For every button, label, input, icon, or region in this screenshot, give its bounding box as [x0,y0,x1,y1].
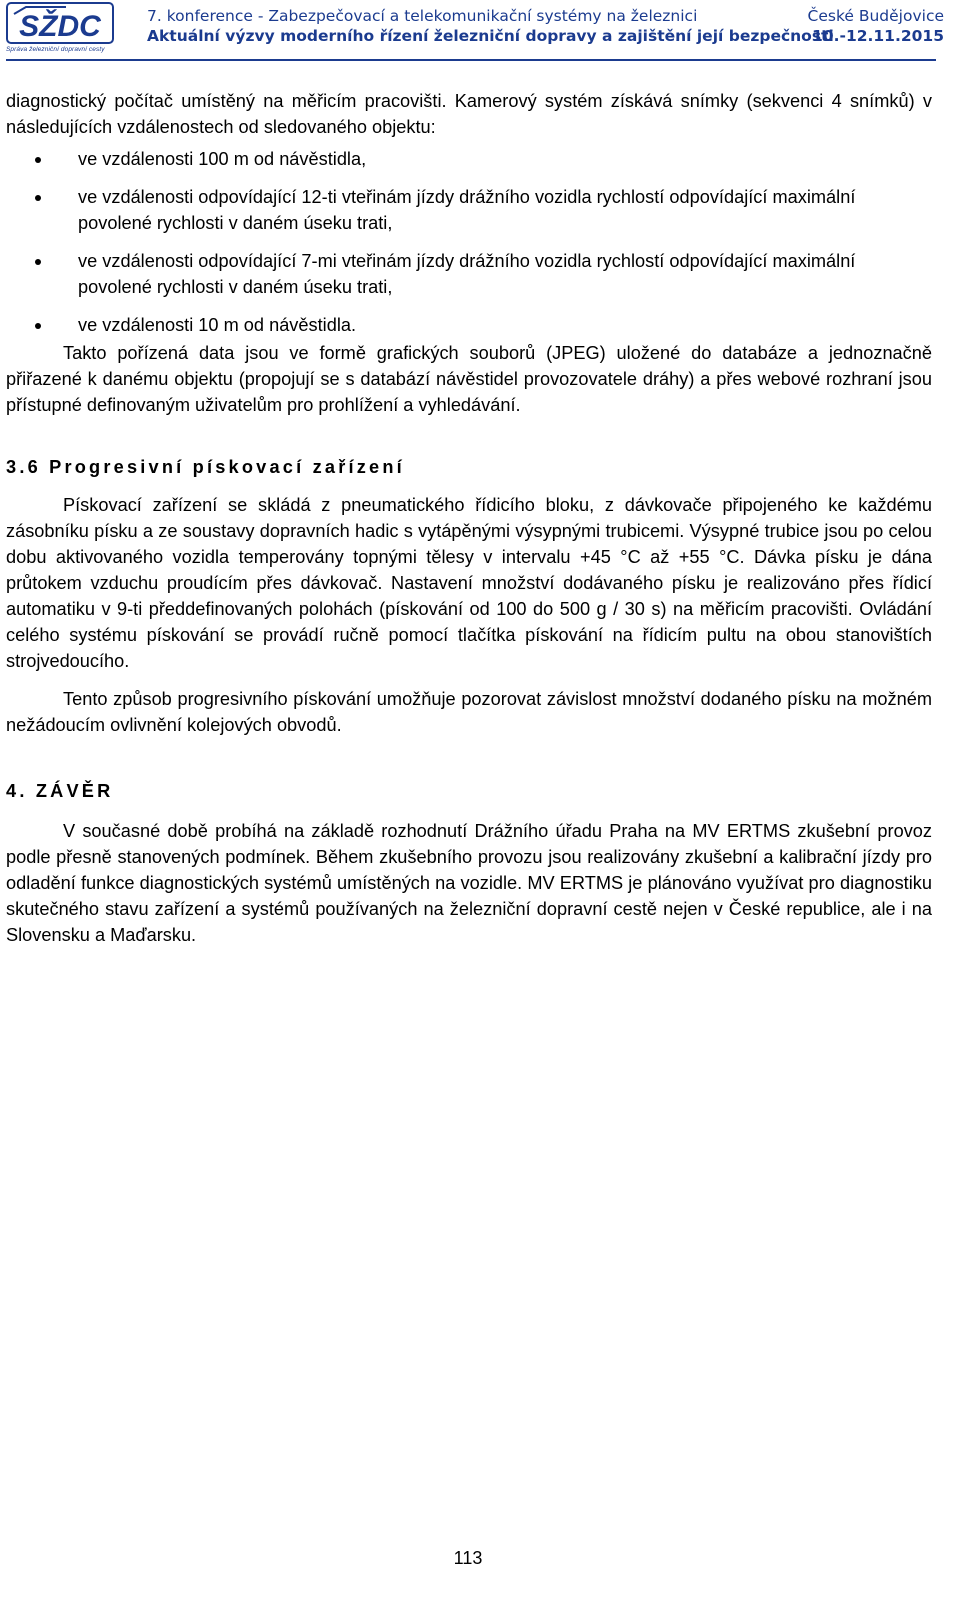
sanding-paragraph-2: Tento způsob progresivního pískování umožňuje pozorovat závislost množství dodaného písku na možném nežádoucím ovlivnění kolejových obvodů. [6,689,932,735]
logo-tagline: Správa železniční dopravní cesty [6,46,105,53]
list-item: ve vzdálenosti 100 m od návěstidla, [6,146,932,172]
logo-text: SŽDC [19,10,101,43]
sanding-paragraph-1: Pískovací zařízení se skládá z pneumatického řídicího bloku, z dávkovače připojeného ke každému zásobníku písku a ze soustavy dopravních hadic s vytápěnými výsypnými trubicemi. Výsypné trubice jsou po celou dobu aktivovaného vozidla temperovány topnými tělesy v intervalu +45 °C až +55 °C. Dávka písku je dána průtokem vzduchu proudícím přes dávkovač. Nastavení množství dodávaného písku je realizováno přes řídicí automatiku v 9-ti předdefinovaných polohách (pískování od 100 do 500 g / 30 s) na měřicím pracovišti. Ovládání celého systému pískování se provádí ručně pomocí tlačítka pískování na řídicím pultu na obou stanovištích strojvedoucího. [6,495,932,671]
list-item: ve vzdálenosti odpovídající 7-mi vteřinám jízdy drážního vozidla rychlostí odpovídající maximální povolené rychlosti v daném úseku trati, [6,248,932,300]
conference-line-1: 7. konference - Zabezpečovací a telekomunikační systémy na železnici [147,7,698,25]
conference-title [147,6,834,46]
header-rule [6,59,936,61]
section-3-6-heading: 3.6 Progresivní pískovací zařízení [6,457,405,477]
conference-place-date [808,6,944,46]
page-body [6,88,932,948]
section-4-heading: 4. ZÁVĚR [6,781,114,801]
bullet-icon [35,323,41,329]
intro-paragraph: diagnostický počítač umístěný na měřicím pracovišti. Kamerový systém získává snímky (sekvenci 4 snímků) v následujících vzdálenostech od sledovaného objektu: [6,91,932,137]
conference-dates: 10.-12.11.2015 [812,27,944,45]
distance-list [6,146,932,338]
bullet-icon [35,259,41,265]
page-header [0,0,960,60]
bullet-icon [35,157,41,163]
data-paragraph: Takto pořízená data jsou ve formě grafických souborů (JPEG) uložené do databáze a jednoznačně přiřazené k danému objektu (propojují se s databází návěstidel provozovatele dráhy) a přes webové rozhraní jsou přístupné definovaným uživatelům pro prohlížení a vyhledávání. [6,343,932,415]
conference-location: České Budějovice [807,7,944,25]
list-item: ve vzdálenosti odpovídající 12-ti vteřinám jízdy drážního vozidla rychlostí odpovídající maximální povolené rychlosti v daném úseku trati, [6,184,932,236]
page-number: 113 [453,1548,483,1568]
conference-line-2: Aktuální výzvy moderního řízení železniční dopravy a zajištění její bezpečnosti [147,27,834,45]
list-item: ve vzdálenosti 10 m od návěstidla. [6,312,932,338]
szdc-logo-mark [6,2,114,44]
szdc-logo [6,2,114,56]
conclusion-paragraph: V současné době probíhá na základě rozhodnutí Drážního úřadu Praha na MV ERTMS zkušební provoz podle přesně stanovených podmínek. Během zkušebního provozu jsou realizovány zkušební a kalibrační jízdy pro odladění funkce diagnostických systémů umístěných na vozidle. MV ERTMS je plánováno využívat pro diagnostiku skutečného stavu zařízení a systémů používaných na železniční dopravní cestě nejen v České republice, ale i na Slovensku a Maďarsku. [6,821,932,945]
bullet-icon [35,195,41,201]
